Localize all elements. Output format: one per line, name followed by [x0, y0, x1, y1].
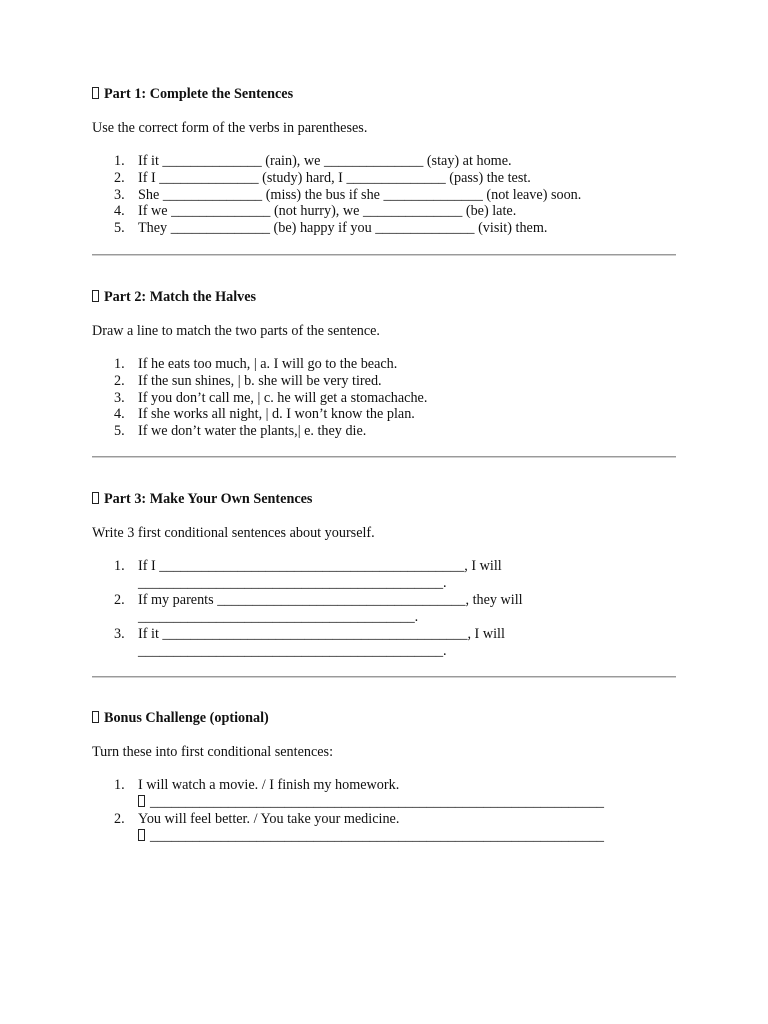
list-item: 5. They ______________ (be) happy if you ______________ (visit) them.: [114, 220, 548, 236]
list-item: 5. If we don’t water the plants,| e. they die.: [114, 423, 367, 439]
part2-title: Part 2: Match the Halves: [104, 289, 257, 305]
missing-glyph-icon: [92, 492, 99, 504]
part1-title: Part 1: Complete the Sentences: [104, 86, 294, 102]
list-item: 4. If she works all night, | d. I won’t know the plan.: [114, 406, 415, 423]
bonus-instruction: Turn these into first conditional sentences:: [92, 744, 334, 760]
section-divider: [92, 456, 676, 458]
bonus-heading: [92, 709, 269, 727]
part1-instruction: Use the correct form of the verbs in parentheses.: [92, 120, 368, 136]
list-item: 2. You will feel better. / You take your medicine. ________________________________________________________________: [114, 811, 604, 844]
list-item: 4. If we ______________ (not hurry), we ______________ (be) late.: [114, 203, 517, 220]
list-item: 2. If the sun shines, | b. she will be very tired.: [114, 372, 382, 389]
missing-glyph-icon: [92, 290, 99, 302]
missing-glyph-icon: [138, 829, 145, 841]
bonus-list: [92, 777, 676, 845]
part3-heading: [92, 490, 312, 508]
part3-list: [92, 558, 676, 660]
list-item: 1. If I ___________________________________________, I will ___________________________________________.: [114, 558, 502, 591]
part2-heading: [92, 288, 256, 306]
list-item: 1. I will watch a movie. / I finish my homework. ________________________________________________________________: [114, 777, 604, 810]
list-item: 1. If he eats too much, | a. I will go to the beach.: [114, 356, 398, 372]
list-item: 3. She ______________ (miss) the bus if she ______________ (not leave) soon.: [114, 186, 582, 203]
list-item: 2. If my parents ___________________________________, they will _______________________________________.: [114, 592, 523, 625]
list-item: 3. If you don’t call me, | c. he will get a stomachache.: [114, 389, 428, 406]
section-divider: [92, 676, 676, 678]
part3-title: Part 3: Make Your Own Sentences: [104, 491, 313, 507]
missing-glyph-icon: [138, 795, 145, 807]
section-divider: [92, 254, 676, 256]
list-item: 3. If it ___________________________________________, I will ___________________________________________.: [114, 626, 505, 659]
list-item: 1. If it ______________ (rain), we ______________ (stay) at home.: [114, 153, 512, 169]
list-item: 2. If I ______________ (study) hard, I ______________ (pass) the test.: [114, 169, 531, 186]
missing-glyph-icon: [92, 711, 99, 723]
missing-glyph-icon: [92, 87, 99, 99]
part2-instruction: Draw a line to match the two parts of the sentence.: [92, 323, 380, 339]
part1-heading: [92, 85, 293, 103]
part1-list: [92, 153, 676, 237]
part2-list: [92, 356, 676, 440]
part3-instruction: Write 3 first conditional sentences about yourself.: [92, 525, 375, 541]
bonus-title: Bonus Challenge (optional): [104, 710, 269, 726]
